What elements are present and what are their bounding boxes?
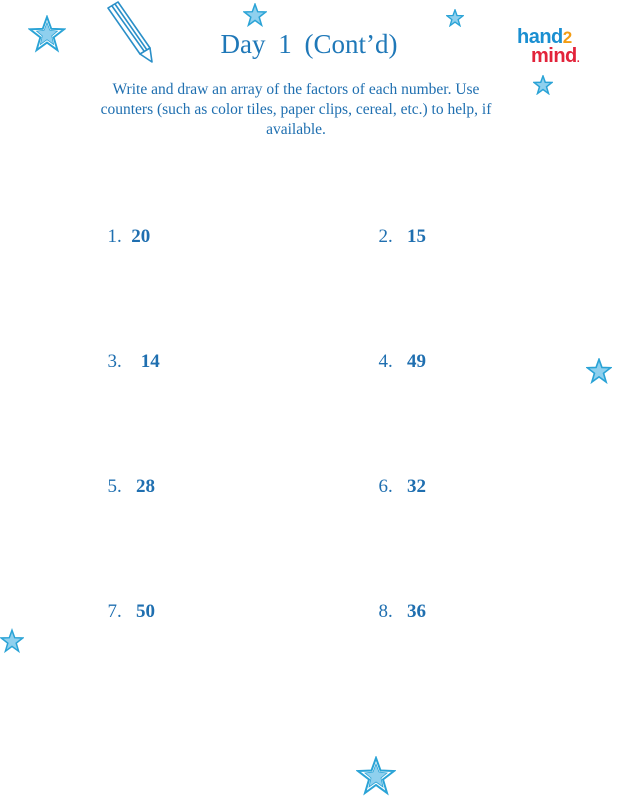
problem-value: 28 (136, 476, 155, 497)
problem-value: 20 (131, 226, 151, 247)
problem-item (369, 329, 426, 373)
problem-number: 1. (107, 226, 122, 247)
logo-text: . (576, 53, 580, 65)
problem-value: 49 (407, 351, 426, 372)
problem-number: 4. (378, 351, 393, 372)
problem-value: 15 (407, 226, 426, 247)
instructions: Write and draw an array of the factors of each number. Use counters (such as color tiles, paper clips, cereal, etc.) to help, if available. (100, 81, 492, 138)
star-icon (243, 3, 267, 27)
problem-number: 5. (107, 476, 122, 497)
problem-item (369, 454, 426, 498)
problem-item (98, 204, 150, 248)
problem-number: 7. (107, 601, 122, 622)
problem-number: 2. (378, 226, 393, 247)
star-icon (356, 756, 396, 796)
problem-item (369, 579, 426, 623)
page-title: Day 1 (Cont’d) (220, 29, 398, 59)
star-icon (586, 358, 612, 384)
problem-item (369, 204, 426, 248)
problem-item (98, 454, 155, 498)
hand2mind-logo (517, 28, 597, 70)
problem-number: 3. (107, 351, 122, 372)
problem-number: 6. (378, 476, 393, 497)
problem-item (98, 329, 160, 373)
star-icon (533, 75, 553, 95)
logo-text: hand (517, 26, 563, 48)
problem-value: 50 (136, 601, 155, 622)
problem-value: 14 (140, 351, 160, 372)
star-icon (0, 628, 24, 654)
logo-text: 2 (562, 28, 572, 47)
problem-value: 36 (407, 601, 426, 622)
problem-value: 32 (407, 476, 426, 497)
problem-number: 8. (378, 601, 393, 622)
problem-item (98, 579, 155, 623)
logo-text: mind (531, 45, 577, 67)
star-icon (446, 9, 464, 27)
